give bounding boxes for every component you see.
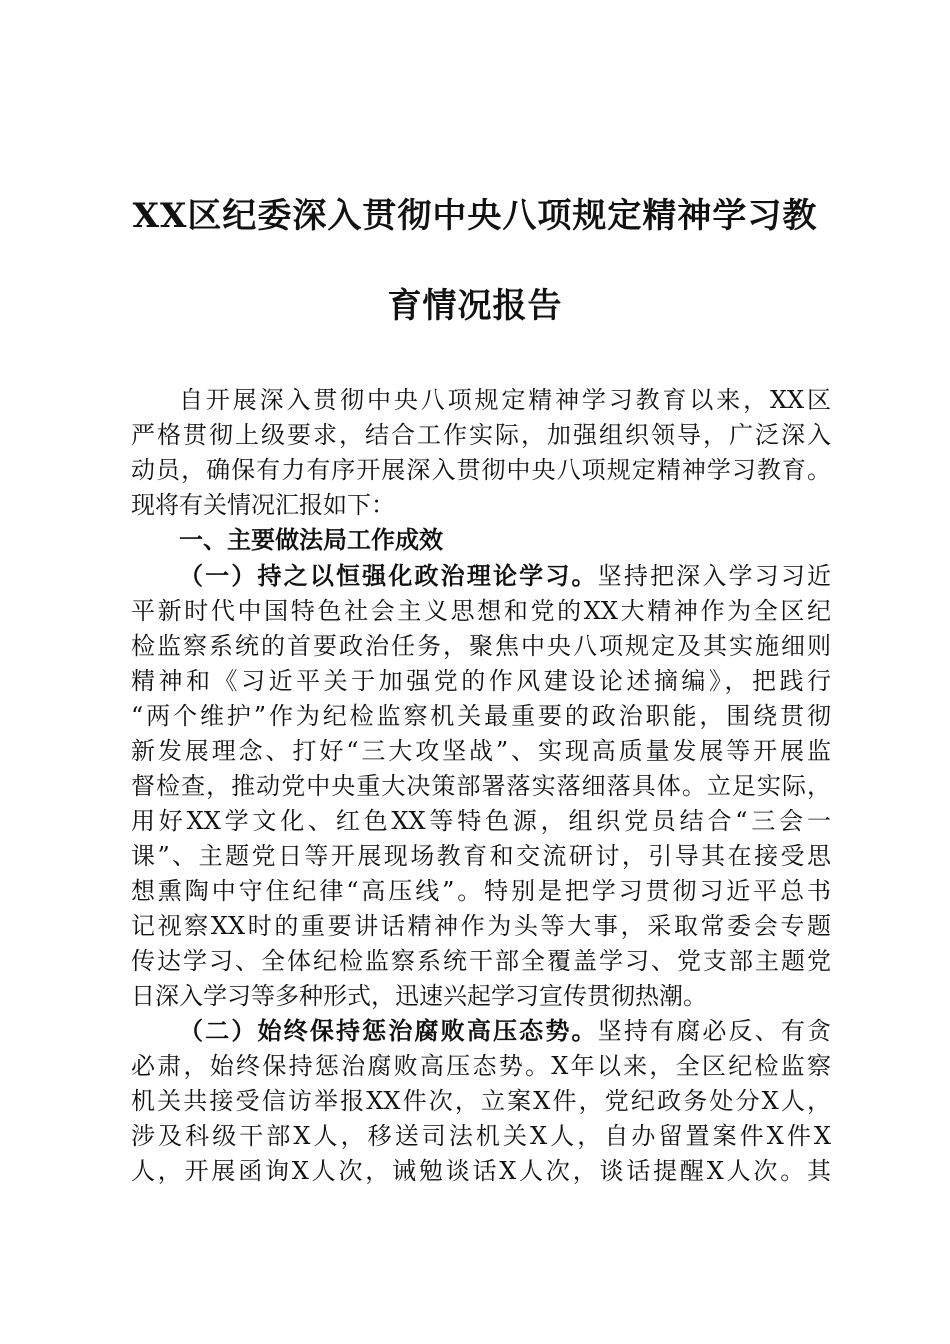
sub1-line-8: 用好XX学文化、红色XX等特色源，组织党员结合“三会一 — [131, 807, 831, 835]
sub2-line-4: 涉及科级干部X人，移送司法机关X人，自办留置案件X件X — [131, 1122, 831, 1150]
sub1-line-9: 课”、主题党日等开展现场教育和交流研讨，引导其在接受思 — [131, 842, 831, 870]
sub1-line-1-rest: 坚持把深入学习习近 — [597, 562, 832, 590]
intro-line-2: 严格贯彻上级要求，结合工作实际，加强组织领导，广泛深入 — [131, 421, 831, 449]
sub2-lead: （二）始终保持惩治腐败高压态势。 — [179, 1016, 598, 1045]
sub1-line-3: 检监察系统的首要政治任务，聚焦中央八项规定及其实施细则 — [131, 632, 831, 660]
sub1-line-5: “两个维护”作为纪检监察机关最重要的政治职能，围绕贯彻 — [131, 702, 831, 730]
section-heading-1: 一、主要做法局工作成效 — [179, 526, 443, 554]
sub1-line-2: 平新时代中国特色社会主义思想和党的XX大精神作为全区纪 — [131, 597, 831, 625]
sub2-line-5: 人，开展函询X人次，诫勉谈话X人次，谈话提醒X人次。其 — [131, 1157, 831, 1185]
document-title-line-2: 育情况报告 — [387, 286, 563, 326]
sub1-line-11: 记视察XX时的重要讲话精神作为头等大事，采取常委会专题 — [131, 912, 831, 940]
intro-line-3: 动员，确保有力有序开展深入贯彻中央八项规定精神学习教育。 — [131, 456, 831, 484]
sub1-line-4: 精神和《习近平关于加强党的作风建设论述摘编》，把践行 — [131, 667, 831, 695]
sub1-lead: （一）持之以恒强化政治理论学习。 — [179, 561, 598, 590]
sub1-line-1 — [179, 559, 831, 593]
sub2-line-1 — [179, 1014, 831, 1048]
sub1-line-7: 督检查，推动党中央重大决策部署落实落细落具体。立足实际， — [131, 772, 831, 800]
sub1-line-10: 想熏陶中守住纪律“高压线”。特别是把学习贯彻习近平总书 — [131, 877, 831, 905]
sub1-line-6: 新发展理念、打好“三大攻坚战”、实现高质量发展等开展监 — [131, 737, 831, 765]
intro-line-4: 现将有关情况汇报如下： — [131, 491, 395, 519]
sub1-line-13: 日深入学习等多种形式，迅速兴起学习宣传贯彻热潮。 — [131, 982, 707, 1010]
sub1-line-12: 传达学习、全体纪检监察系统干部全覆盖学习、党支部主题党 — [131, 947, 831, 975]
sub2-line-1-rest: 坚持有腐必反、有贪 — [597, 1017, 832, 1045]
sub2-line-2: 必肃，始终保持惩治腐败高压态势。X年以来，全区纪检监察 — [131, 1052, 831, 1080]
document-title-line-1: XX区纪委深入贯彻中央八项规定精神学习教 — [132, 196, 818, 236]
intro-line-1: 自开展深入贯彻中央八项规定精神学习教育以来，XX区 — [179, 386, 831, 414]
sub2-line-3: 机关共接受信访举报XX件次，立案X件，党纪政务处分X人， — [131, 1087, 831, 1115]
